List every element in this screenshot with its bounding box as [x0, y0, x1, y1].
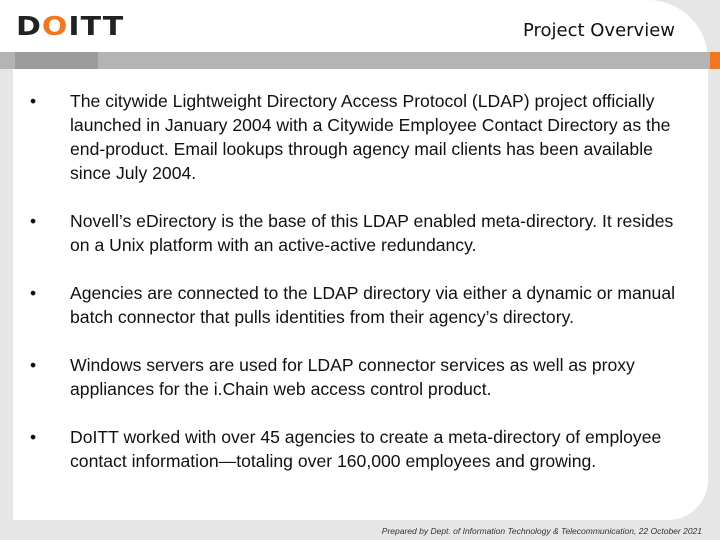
list-item: • Novell’s eDirectory is the base of this LDAP enabled meta-directory. It resides on a Unix platform with an active-active redundancy.	[30, 211, 674, 255]
bar-segment	[15, 52, 98, 69]
footer-text: Prepared by Dept. of Information Technology & Telecommunication, 22 October 2021	[381, 526, 702, 536]
bullet-list	[30, 89, 690, 497]
slide-title: Project Overview	[522, 20, 675, 41]
list-item: • Agencies are connected to the LDAP directory via either a dynamic or manual batch connector that pulls identities from their agency’s directory.	[30, 283, 676, 327]
list-item: • DoITT worked with over 45 agencies to create a meta-directory of employee contact information—totaling over 160,000 employees and growing.	[30, 427, 662, 471]
bar-accent	[710, 52, 720, 69]
list-item: • The citywide Lightweight Directory Access Protocol (LDAP) project officially launched in January 2004 with a Citywide Employee Contact Directory as the end-product. Email lookups through agency mail clients has been available since July 2004.	[30, 91, 671, 183]
doitt-logo: DOITT	[16, 12, 125, 42]
header-bar	[0, 52, 720, 69]
list-item: • Windows servers are used for LDAP connector services as well as proxy appliances for the i.Chain web access control product.	[30, 355, 635, 399]
